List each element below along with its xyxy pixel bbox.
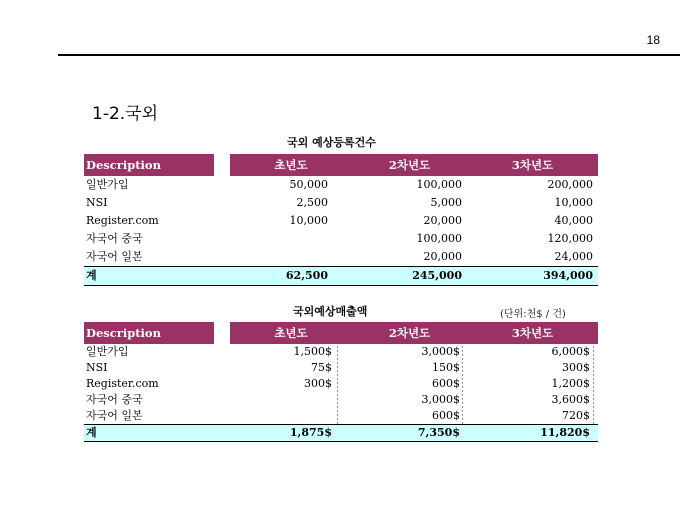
header-description: Description xyxy=(84,154,214,176)
cell-year2: 3,000$ xyxy=(421,393,460,406)
total-row xyxy=(84,424,598,442)
total-year2: 245,000 xyxy=(412,269,462,282)
cell-year1: 75$ xyxy=(311,361,332,374)
header-year2: 2차년도 xyxy=(352,154,467,176)
table1-caption: 국외 예상등록건수 xyxy=(287,136,376,149)
cell-year2: 100,000 xyxy=(416,178,462,191)
cell-year2: 5,000 xyxy=(430,196,462,209)
cell-year1: 10,000 xyxy=(289,214,328,227)
total-year1: 1,875$ xyxy=(289,426,332,439)
registrations-table xyxy=(84,154,598,286)
cell-year3: 40,000 xyxy=(554,214,593,227)
total-year3: 394,000 xyxy=(543,269,593,282)
table-row xyxy=(84,176,598,194)
row-label: 일반가입 xyxy=(86,345,129,358)
cell-year3: 6,000$ xyxy=(551,345,590,358)
table-row xyxy=(84,212,598,230)
table2-caption: 국외예상매출액 xyxy=(293,305,368,318)
total-year2: 7,350$ xyxy=(417,426,460,439)
header-year3: 3차년도 xyxy=(467,154,598,176)
cell-year3: 120,000 xyxy=(547,232,593,245)
cell-year1: 300$ xyxy=(304,377,332,390)
table-row xyxy=(84,392,598,408)
cell-year3: 24,000 xyxy=(554,250,593,263)
cell-year3: 300$ xyxy=(562,361,590,374)
table-row xyxy=(84,344,598,360)
table-row xyxy=(84,248,598,266)
header-rule xyxy=(58,54,680,56)
total-year3: 11,820$ xyxy=(540,426,590,439)
header-description: Description xyxy=(84,322,214,344)
table-header xyxy=(84,322,598,344)
row-label: 자국어 중국 xyxy=(86,393,143,406)
total-label: 계 xyxy=(86,426,97,439)
cell-year2: 600$ xyxy=(432,409,460,422)
table-row xyxy=(84,408,598,424)
table-row xyxy=(84,194,598,212)
total-row xyxy=(84,266,598,286)
cell-year1: 1,500$ xyxy=(293,345,332,358)
header-year1: 초년도 xyxy=(230,322,352,344)
total-label: 계 xyxy=(86,269,97,282)
table-row xyxy=(84,376,598,392)
row-label: NSI xyxy=(86,361,108,374)
revenue-table xyxy=(84,322,598,442)
header-year2: 2차년도 xyxy=(352,322,467,344)
cell-year3: 200,000 xyxy=(547,178,593,191)
table-row xyxy=(84,230,598,248)
cell-year3: 3,600$ xyxy=(551,393,590,406)
total-year1: 62,500 xyxy=(285,269,328,282)
cell-year1: 50,000 xyxy=(289,178,328,191)
cell-year3: 720$ xyxy=(562,409,590,422)
cell-year2: 3,000$ xyxy=(421,345,460,358)
cell-year3: 10,000 xyxy=(554,196,593,209)
row-label: 자국어 일본 xyxy=(86,250,143,263)
row-label: 자국어 일본 xyxy=(86,409,143,422)
table-header xyxy=(84,154,598,176)
row-label: 일반가입 xyxy=(86,178,129,191)
row-label: 자국어 중국 xyxy=(86,232,143,245)
cell-year2: 600$ xyxy=(432,377,460,390)
table-row xyxy=(84,360,598,376)
page-number: 18 xyxy=(646,33,660,47)
row-label: NSI xyxy=(86,196,108,209)
cell-year2: 100,000 xyxy=(416,232,462,245)
row-label: Register.com xyxy=(86,377,159,390)
header-year3: 3차년도 xyxy=(467,322,598,344)
row-label: Register.com xyxy=(86,214,159,227)
cell-year2: 150$ xyxy=(432,361,460,374)
cell-year3: 1,200$ xyxy=(551,377,590,390)
cell-year1: 2,500 xyxy=(296,196,328,209)
cell-year2: 20,000 xyxy=(423,214,462,227)
unit-note: (단위:천$ / 건) xyxy=(500,309,566,320)
cell-year2: 20,000 xyxy=(423,250,462,263)
header-year1: 초년도 xyxy=(230,154,352,176)
section-title: 1-2.국외 xyxy=(92,104,159,124)
